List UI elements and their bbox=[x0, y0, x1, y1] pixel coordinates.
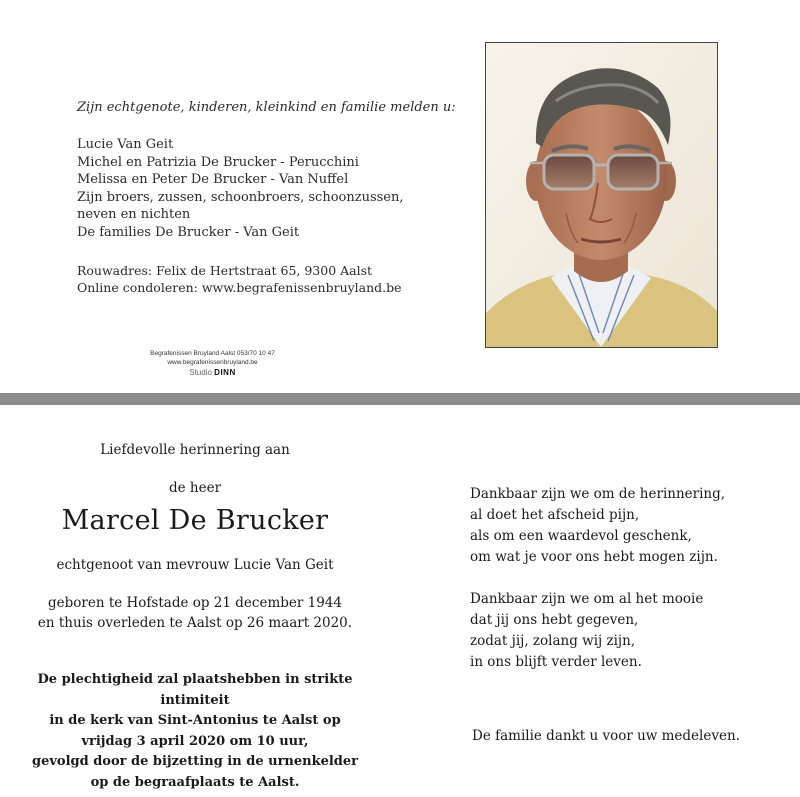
portrait-illustration bbox=[486, 43, 717, 347]
rouwadres: Rouwadres: Felix de Hertstraat 65, 9300 Aalst bbox=[77, 263, 373, 278]
portrait-photo bbox=[485, 42, 718, 348]
deceased-name: Marcel De Brucker bbox=[61, 505, 329, 536]
remembrance-heading: Liefdevolle herinnering aan bbox=[100, 442, 290, 458]
poem-line: al doet het afscheid pijn, bbox=[470, 507, 640, 523]
family-line: Michel en Patrizia De Brucker - Perucchini bbox=[77, 154, 359, 170]
poem-line: dat jij ons hebt gegeven, bbox=[470, 612, 639, 628]
ceremony-line: in de kerk van Sint-Antonius te Aalst op bbox=[49, 713, 341, 728]
poem-line: in ons blijft verder leven. bbox=[470, 654, 642, 670]
poem-line: om wat je voor ons hebt mogen zijn. bbox=[470, 549, 718, 565]
poem bbox=[470, 484, 725, 694]
honorific: de heer bbox=[168, 480, 222, 496]
ceremony-line: op de begraafplaats te Aalst. bbox=[90, 774, 300, 790]
poem-stanza-1 bbox=[470, 484, 725, 568]
studio-prefix: Studio bbox=[189, 368, 212, 377]
fold-divider bbox=[0, 393, 800, 405]
family-line: Melissa en Peter De Brucker - Van Nuffel bbox=[77, 172, 349, 188]
poem-line: Dankbaar zijn we om al het mooie bbox=[470, 591, 704, 607]
family-thanks: De familie dankt u voor uw medeleven. bbox=[472, 728, 740, 744]
poem-line: Dankbaar zijn we om de herinnering, bbox=[470, 486, 726, 502]
funeral-home-imprint bbox=[130, 350, 295, 378]
spouse-line: echtgenoot van mevrouw Lucie Van Geit bbox=[56, 557, 334, 573]
poem-line: als om een waardevol geschenk, bbox=[470, 528, 692, 544]
family-line: Zijn broers, zussen, schoonbroers, schoonzussen, bbox=[77, 189, 404, 205]
death-line: en thuis overleden te Aalst op 26 maart 2020. bbox=[37, 615, 353, 631]
birth-death-block bbox=[30, 593, 360, 633]
announcement-intro: Zijn echtgenote, kinderen, kleinkind en familie melden u: bbox=[77, 100, 456, 115]
ceremony-line: De plechtigheid zal plaatshebben in strikte intimiteit bbox=[37, 672, 353, 708]
family-line: neven en nichten bbox=[77, 207, 191, 223]
studio-name: DINN bbox=[214, 368, 236, 377]
ceremony-line: vrijdag 3 april 2020 om 10 uur, bbox=[81, 733, 309, 749]
imprint-line: Begrafenissen Bruyland Aalst 053/70 10 47 bbox=[150, 350, 275, 357]
studio-credit bbox=[130, 367, 295, 378]
family-line: De families De Brucker - Van Geit bbox=[77, 224, 300, 240]
poem-line: zodat jij, zolang wij zijn, bbox=[470, 633, 636, 649]
ceremony-block bbox=[30, 670, 360, 793]
family-list bbox=[77, 136, 404, 242]
poem-stanza-2 bbox=[470, 589, 725, 673]
ceremony-line: gevolgd door de bijzetting in de urnenkelder bbox=[31, 754, 359, 769]
imprint-website: www.begrafenissenbruyland.be bbox=[167, 358, 258, 366]
contact-block bbox=[77, 262, 402, 296]
birth-line: geboren te Hofstade op 21 december 1944 bbox=[47, 595, 342, 611]
online-condolence: Online condoleren: www.begrafenissenbruyland.be bbox=[77, 280, 402, 295]
family-line: Lucie Van Geit bbox=[77, 137, 174, 152]
